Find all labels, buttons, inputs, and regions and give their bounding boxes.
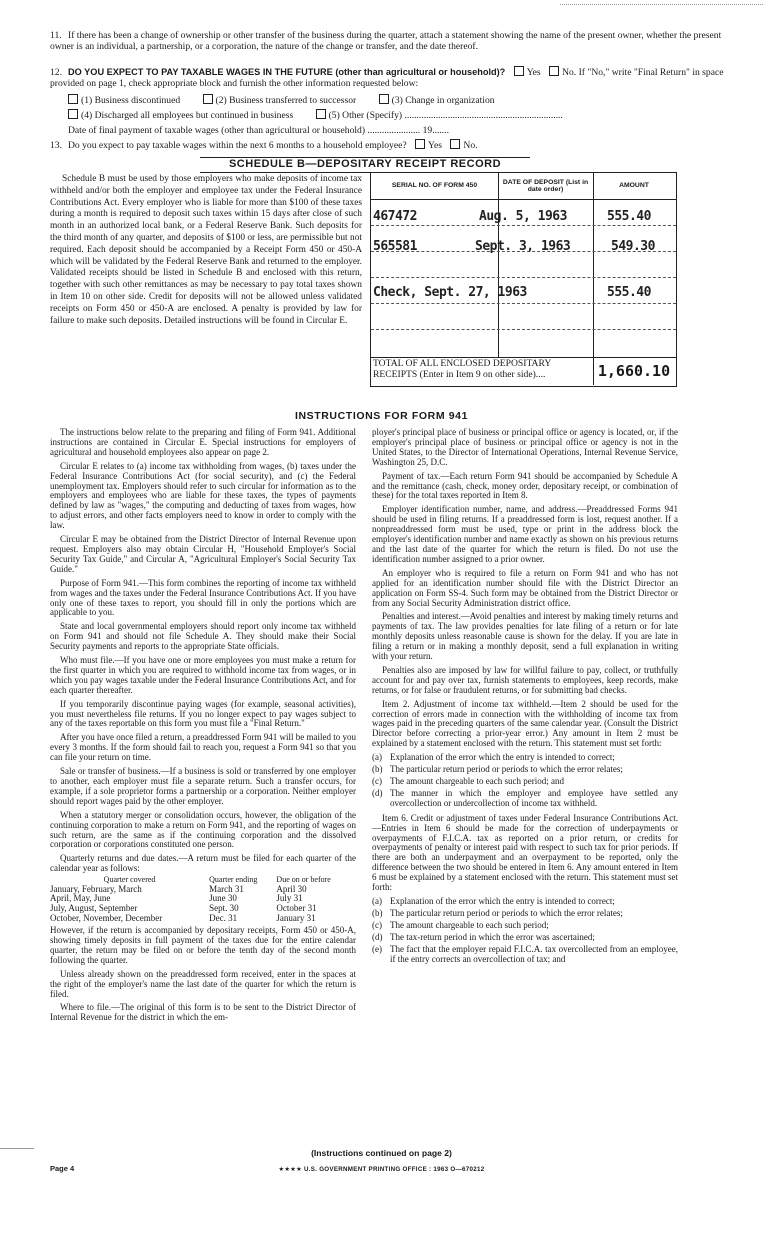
para-circular-availability: Circular E may be obtained from the District Director of Internal Revenue upon request. Employers also may obtain Circular H, "Household Employer's Social Security Tax Guide," and Circular A, "Agricultural Employer's Social Security Tax Guide." bbox=[50, 534, 356, 574]
schedule-b-title: SCHEDULE B—DEPOSITARY RECEIPT RECORD bbox=[200, 157, 530, 173]
quarter-covered: April, May, June bbox=[50, 893, 111, 904]
item-13 bbox=[50, 139, 740, 151]
option-5-label: (5) Other (Specify) bbox=[328, 110, 403, 121]
instructions-left-column bbox=[50, 428, 356, 1027]
receipt-table-header bbox=[371, 173, 676, 200]
list-text: The amount chargeable to each such period; and bbox=[390, 776, 565, 786]
item-12-no-checkbox[interactable] bbox=[549, 66, 559, 76]
entry-1-amount: 555.40 bbox=[607, 209, 651, 224]
para-purpose: Purpose of Form 941.—This form combines the reporting of income tax withheld from wages and the taxes under the Federal Insurance Contributions Act. If you have only one of these taxes to report, you should fill in only the portions which are applicable to you. bbox=[50, 577, 356, 618]
item-13-yes-label: Yes bbox=[428, 140, 443, 151]
item-12-options-row-1 bbox=[68, 94, 740, 107]
option-5-checkbox[interactable] bbox=[316, 109, 326, 119]
receipt-row-3[interactable] bbox=[371, 251, 676, 278]
quarter-covered: January, February, March bbox=[50, 883, 142, 894]
header-serial-number: SERIAL NO. OF FORM 450 bbox=[391, 182, 478, 190]
para-penalties-willful: Penalties also are imposed by law for willful failure to pay, collect, or truthfully account for and pay over tax, furnish statements to employees, keep records, make returns, or for false or fraudulent returns, or for submitting bad checks. bbox=[372, 664, 678, 695]
entry-1-serial: 467472 bbox=[373, 209, 417, 224]
entry-3-amount: 555.40 bbox=[607, 285, 651, 300]
depositary-receipt-table bbox=[370, 172, 677, 387]
para-quarterly-returns: Quarterly returns and due dates.—A return must be filed for each quarter of the calendar year as follows: bbox=[50, 853, 356, 874]
instructions-title: INSTRUCTIONS FOR FORM 941 bbox=[294, 410, 469, 422]
item-11-text: If there has been a change of ownership or other transfer of the business during the quarter, attach a statement showing the name of the present owner, whether the present owner is an individual, a partnership, or a corporation, the nature of the change or transfer, and the date thereof. bbox=[50, 30, 722, 52]
item-12-yes-label: Yes bbox=[526, 67, 541, 78]
option-4-label: (4) Discharged all employees but continued in business bbox=[81, 110, 294, 121]
schedule-b-instructions: Schedule B must be used by those employers who make deposits of income tax withheld and/or both the employer and employee tax under the Federal Insurance Contributions Act. Every employer who is liable for more than $100 of these taxes during a month is required to deposit such taxes within 15 days after close of such month in an authorized local bank, or a Federal Reserve Bank. Such deposits for the third month of any quarter, and deposits of $100 or less, are permissible but not required. Each deposit should be accompanied by a Receipt Form 450 or 450-A which will be validated by the Federal Reserve Bank and returned to the employer. Validated receipts should be listed in Schedule B and enclosed with this return, together with such other remittances as may be necessary to pay total taxes shown in Item 10 on other side. Credit for deposits will not be allowed unless validated receipts on Form 450 or 450-A are enclosed. A penalty is provided by law for failure to make such deposits. Detailed instructions will be found in Circular E. bbox=[50, 174, 362, 326]
option-1-checkbox[interactable] bbox=[68, 94, 78, 104]
list-item bbox=[372, 789, 678, 809]
item-12 bbox=[50, 66, 740, 89]
list-text: The fact that the employer repaid F.I.C.A. tax overcollected from an employee, if the entry corrects an overcollection of tax; and bbox=[390, 943, 678, 964]
para-state-local: State and local governmental employers should report only income tax withheld on Form 941 and should not file Schedule A. They should make their Social Security payments and reports to the appropriate State officials. bbox=[50, 621, 356, 652]
list-item bbox=[372, 921, 678, 931]
due-date: October 31 bbox=[276, 902, 317, 913]
list-marker: (b) bbox=[372, 764, 383, 775]
quarter-due-dates-table bbox=[50, 875, 356, 923]
para-item-6: Item 6. Credit or adjustment of taxes under Federal Insurance Contributions Act.—Entries in Item 6 should be made for the correction of underpayments or overpayments of F.I.C.A. tax as reported on a prior return, or credits for overpayments of penalty or interest paid with respect to such tax for prior periods. If there are both an underpayment and an overpayment to be reported, only the difference between the two should be entered in Item 6. Any amount entered in Item 6 must be explained by a statement enclosed with the return. This statement must set forth: bbox=[372, 812, 678, 893]
para-temporary-discontinue: If you temporarily discontinue paying wages (for example, seasonal activities), you must nevertheless file returns. If you no longer expect to pay wages subject to any of the taxes reportable on this form you must file a "Final Return." bbox=[50, 698, 356, 729]
col-quarter-ending: Quarter ending bbox=[209, 875, 258, 885]
item-13-no-checkbox[interactable] bbox=[450, 139, 460, 149]
quarter-ending: Sept. 30 bbox=[209, 902, 239, 913]
para-intro: The instructions below relate to the preparing and filing of Form 941. Additional instructions are contained in Circular E. Special instructions for employers of agricultural and household employees also appear on page 2. bbox=[50, 427, 356, 457]
col-quarter-covered: Quarter covered bbox=[103, 875, 156, 885]
option-4-checkbox[interactable] bbox=[68, 109, 78, 119]
entry-2-date: Sept. 3, 1963 bbox=[475, 239, 571, 254]
para-payment-of-tax: Payment of tax.—Each return Form 941 should be accompanied by Schedule A and the remittance (cash, check, money order, depositary receipt, or combination of these) for the total taxes reported in Item 8. bbox=[372, 470, 678, 501]
list-item bbox=[372, 933, 678, 943]
due-date: July 31 bbox=[276, 893, 303, 904]
scan-edge-mark bbox=[560, 4, 763, 5]
para-depositary-receipts: However, if the return is accompanied by depositary receipts, Form 450 or 450-A, showing timely deposits in full payment of the taxes due for the entire calendar quarter, the return may be filed on or before the tenth day of the second month following the quarter. bbox=[50, 925, 356, 965]
option-2-checkbox[interactable] bbox=[203, 94, 213, 104]
list-marker: (a) bbox=[372, 752, 382, 763]
header-amount: AMOUNT bbox=[619, 182, 649, 190]
total-receipts-label: TOTAL OF ALL ENCLOSED DEPOSITARY RECEIPTS (Enter in Item 9 on other side).... bbox=[373, 358, 551, 380]
due-date: April 30 bbox=[276, 883, 307, 894]
quarter-ending: Dec. 31 bbox=[209, 912, 238, 923]
list-item bbox=[372, 945, 678, 965]
entry-2-serial: 565581 bbox=[373, 239, 417, 254]
list-text: The amount chargeable to each such period; bbox=[390, 919, 549, 930]
list-item bbox=[372, 777, 678, 787]
printer-imprint: ★★★★ U.S. GOVERNMENT PRINTING OFFICE : 1963 O—670212 bbox=[278, 1166, 485, 1173]
item-11-number: 11. bbox=[50, 30, 62, 41]
col-due-date: Due on or before bbox=[276, 875, 331, 885]
quarter-ending: June 30 bbox=[209, 893, 237, 904]
list-marker: (a) bbox=[372, 895, 382, 906]
instructions-right-column bbox=[372, 428, 678, 966]
para-sale-transfer: Sale or transfer of business.—If a business is sold or transferred by one employer to another, each employer must file a separate return. Such a transfer occurs, for example, if a sole proprietor forms a partnership or a corporation. Neither employer should report wages paid by the other employer. bbox=[50, 766, 356, 806]
due-date: January 31 bbox=[276, 912, 316, 923]
item-12-options-row-2: (4) Discharged all employees but continued in business (5) Other (Specify) .................................................................. bbox=[68, 109, 740, 122]
list-marker: (d) bbox=[372, 787, 383, 798]
para-employer-id: Employer identification number, name, and address.—Preaddressed Forms 941 should be used in filing returns. If a preaddressed form is lost, request another. If a nonpreaddressed form must be used, type or print in the address block the employer's identification number and name exactly as shown on his previous returns and the last date of the quarter for which the return is filed. Do not use the identification number assigned to a prior owner. bbox=[372, 504, 678, 564]
para-where-to-file: Where to file.—The original of this form is to be sent to the District Director of Internal Revenue for the district in which the em- bbox=[50, 1002, 356, 1023]
total-receipts-value: 1,660.10 bbox=[597, 362, 671, 380]
para-where-to-file-cont: ployer's principal place of business or principal office or agency is located, or, if the employer's principal place of business or principal office or agency is not in the United States, to the Director of International Operations, Internal Revenue Service, Washington 25, D.C. bbox=[372, 427, 678, 467]
para-ss4: An employer who is required to file a return on Form 941 and who has not applied for an identification number should file with the District Director an application on Form SS-4. Such form may be obtained from the District Director or from any Social Security Administration district office. bbox=[372, 567, 678, 608]
list-text: The manner in which the employer and employee have settled any overcollection or undercollection of income tax withheld. bbox=[390, 787, 678, 808]
quarter-covered: October, November, December bbox=[50, 912, 163, 923]
list-item bbox=[372, 765, 678, 775]
item-12-no-label: No. bbox=[562, 67, 577, 78]
option-2-label: (2) Business transferred to successor bbox=[215, 95, 357, 106]
item-13-text: Do you expect to pay taxable wages within the next 6 months to a household employee? bbox=[68, 140, 407, 151]
para-item-2: Item 2. Adjustment of income tax withheld.—Item 2 should be used for the correction of errors made in connection with the withholding of income tax from wages paid in the preceding quarters of the same calendar year. (Consult the District Director before correcting a prior-year error.) Any amount in Item 2 must be explained by a statement enclosed with the return. This statement must set forth: bbox=[372, 698, 678, 749]
list-item bbox=[372, 897, 678, 907]
list-marker: (c) bbox=[372, 919, 382, 930]
para-circular-e: Circular E relates to (a) income tax withholding from wages, (b) taxes under the Federal Insurance Contributions Act (for social security), and (c) the Federal unemployment tax. Employers should refer to such circular for information as to the employers and employees who are liable for these taxes, the types of payments defined by law as "wages," the computing and deducting of taxes from wages, how to adjust errors, and other facts employers need to know in order to comply with the law. bbox=[50, 460, 356, 531]
para-penalties-interest: Penalties and interest.—Avoid penalties and interest by making timely returns and payments of tax. The law provides penalties for late filing of a return or for late monthly deposits unless reasonable cause is shown for the delay. If you are late in filing a return or in making a monthly deposit, send a full explanation in writing with your return. bbox=[372, 611, 679, 662]
header-date-of-deposit: DATE OF DEPOSIT (List in date order) bbox=[502, 178, 589, 193]
option-1-label: (1) Business discontinued bbox=[81, 95, 181, 106]
page-number: Page 4 bbox=[50, 1164, 75, 1173]
list-item bbox=[372, 753, 678, 763]
item-12-instructions: If "No," write "Final Return" in space provided on page 1, check appropriate block and furnish the other information requested below: bbox=[50, 67, 724, 89]
option-3-checkbox[interactable] bbox=[379, 94, 389, 104]
instructions-continued-note: (Instructions continued on page 2) bbox=[311, 1148, 452, 1158]
list-marker: (e) bbox=[372, 943, 382, 954]
para-who-must-file: Who must file.—If you have one or more employees you must make a return for the first quarter in which you are required to withhold income tax from wages, or in which you pay wages taxable under the Federal Insurance Contributions Act, and for each quarter thereafter. bbox=[50, 655, 356, 695]
quarter-ending: March 31 bbox=[209, 883, 244, 894]
entry-1-date: Aug. 5, 1963 bbox=[479, 209, 567, 224]
list-text: The particular return period or periods to which the error relates; bbox=[390, 907, 623, 918]
receipt-row-5[interactable] bbox=[371, 303, 676, 330]
entry-3-description: Check, Sept. 27, 1963 bbox=[373, 285, 527, 300]
table-row bbox=[50, 914, 356, 924]
receipt-row-6[interactable] bbox=[371, 329, 676, 358]
list-text: The particular return period or periods to which the error relates; bbox=[390, 764, 623, 775]
list-text: Explanation of the error which the entry is intended to correct; bbox=[390, 752, 615, 763]
final-payment-date[interactable]: Date of final payment of taxable wages (other than agricultural or household) ...................... 19....... bbox=[68, 125, 449, 136]
list-marker: (c) bbox=[372, 776, 382, 786]
item-12-yes-checkbox[interactable] bbox=[514, 66, 524, 76]
para-preaddressed: After you have once filed a return, a preaddressed Form 941 will be mailed to you every 3 months. If the form should fail to reach you, request a Form 941 so that you can file your return on time. bbox=[50, 732, 356, 763]
item-13-no-label: No. bbox=[463, 140, 478, 151]
entry-2-amount: 549.30 bbox=[611, 239, 655, 254]
list-marker: (d) bbox=[372, 931, 383, 942]
item-13-number: 13. bbox=[50, 140, 62, 151]
para-merger: When a statutory merger or consolidation occurs, however, the obligation of the continuing corporation to make a return on Form 941, and the reporting of wages on such return, are the same as if the continuing corporation and the dissolved corporation or corporations constituted one person. bbox=[50, 809, 356, 850]
item-13-yes-checkbox[interactable] bbox=[415, 139, 425, 149]
list-text: The tax-return period in which the error was ascertained; bbox=[390, 931, 595, 942]
item-11 bbox=[50, 30, 740, 52]
para-quarter-date: Unless already shown on the preaddressed form received, enter in the spaces at the right of the employer's name the last date of the quarter for which the return is filed. bbox=[50, 968, 356, 999]
list-marker: (b) bbox=[372, 907, 383, 918]
list-text: Explanation of the error which the entry is intended to correct; bbox=[390, 895, 615, 906]
item-12-question: DO YOU EXPECT TO PAY TAXABLE WAGES IN THE FUTURE (other than agricultural or household)? bbox=[68, 67, 506, 77]
list-item bbox=[372, 909, 678, 919]
option-3-label: (3) Change in organization bbox=[391, 95, 495, 106]
quarter-covered: July, August, September bbox=[50, 902, 138, 913]
item-12-number: 12. bbox=[50, 67, 62, 78]
